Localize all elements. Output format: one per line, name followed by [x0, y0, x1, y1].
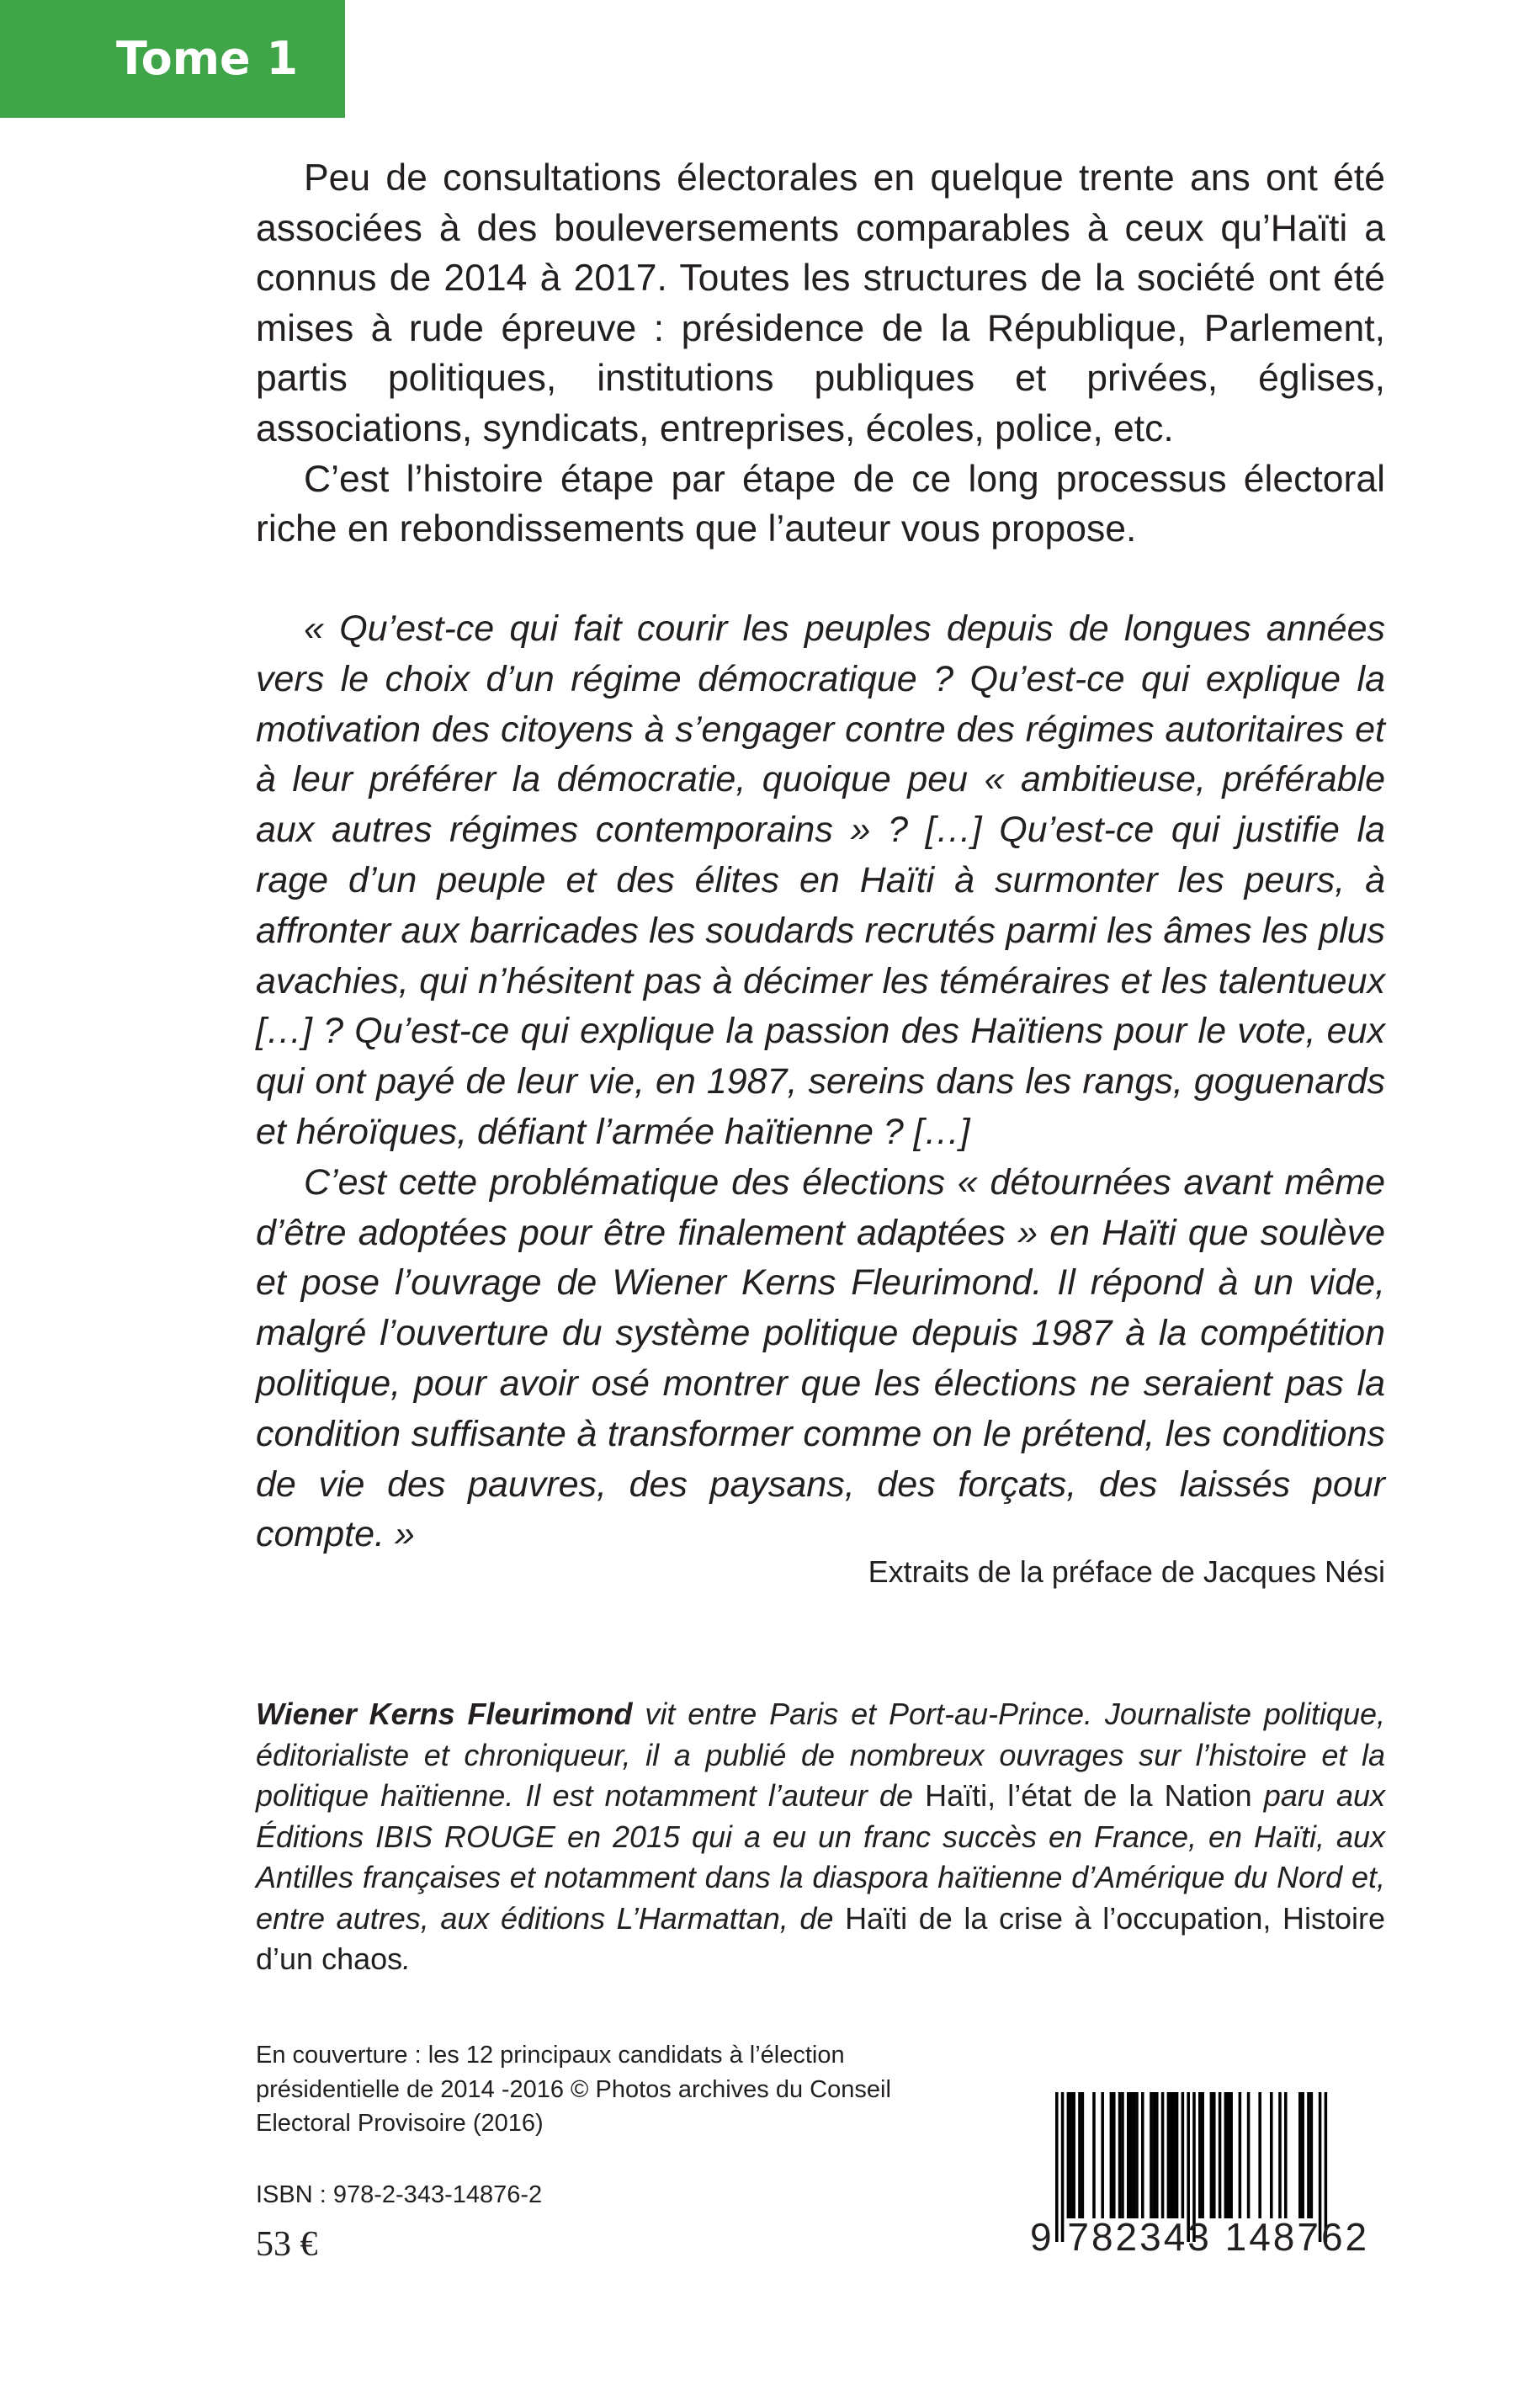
barcode-bar [1270, 2092, 1273, 2218]
barcode-bar [1213, 2092, 1216, 2218]
barcode-bar [1224, 2092, 1228, 2218]
barcode-bar [1121, 2092, 1124, 2218]
intro-paragraph: Peu de consultations électorales en quelque trente ans ont été associées à des bouleversements comparables à ceux qu’Haïti a connus de 2014 à 2017. Toutes les structures de la société ont été mises à rude épreuve : présidence de la République, Parlement, partis politiques, institutions publiques et privées, églises, associations, syndicats, entreprises, écoles, police, etc. [256, 157, 1385, 449]
barcode-bar [1239, 2092, 1242, 2218]
barcode-bar [1135, 2092, 1139, 2218]
barcode-bar [1153, 2092, 1156, 2218]
author-bio [256, 1694, 1385, 1980]
barcode-bar [1092, 2092, 1096, 2218]
barcode-bar [1301, 2092, 1304, 2218]
barcode-bar [1229, 2092, 1233, 2218]
barcode-digits: 9 782343 148762 [1030, 2215, 1370, 2259]
barcode-bar [1167, 2092, 1171, 2218]
preface-credit: Extraits de la préface de Jacques Nési [868, 1554, 1385, 1589]
barcode-bar [1227, 2092, 1230, 2218]
barcode-bar [1284, 2092, 1288, 2218]
barcode-bar [1078, 2092, 1081, 2218]
bio-text: vit entre Paris et Port-au-Prince. Journaliste politique, éditorialiste et chroniqueur, il a publié de nombreux ouvrages sur l’histoire et la politique haïtienne. Il est notamment l’auteur de [256, 1697, 1385, 1813]
barcode-bar [1210, 2092, 1213, 2218]
barcode-bar [1072, 2092, 1075, 2218]
cover-credit [256, 2038, 946, 2141]
barcode-bar [1298, 2092, 1302, 2218]
barcode-bar [1201, 2092, 1204, 2218]
cover-credit-line: Electoral Provisoire (2016) [256, 2110, 544, 2137]
barcode-bar [1129, 2092, 1133, 2218]
volume-tab: Tome 1 [0, 0, 345, 118]
bio-paragraph [256, 1694, 1385, 1980]
barcode-bar [1070, 2092, 1073, 2218]
isbn: ISBN : 978-2-343-14876-2 [256, 2181, 543, 2208]
author-name: Wiener Kerns Fleurimond [256, 1697, 633, 1731]
price: 53 € [256, 2225, 318, 2264]
barcode [1030, 2090, 1370, 2267]
book-title: Haïti de la crise à l’occupation, Histoire d’un chaos [256, 1900, 1385, 1976]
barcode-bar [1278, 2092, 1282, 2218]
barcode-bar [1310, 2092, 1314, 2218]
book-title: Haïti, l’état de la Nation [925, 1778, 1252, 1813]
barcode-bar [1258, 2092, 1261, 2218]
barcode-bar [1101, 2092, 1104, 2218]
barcode-bar [1127, 2092, 1130, 2218]
barcode-bar [1141, 2092, 1144, 2218]
intro-paragraph: C’est l’histoire étape par étape de ce long processus électoral riche en rebondissements que l’auteur vous propose. [256, 458, 1385, 550]
preface-quote [256, 604, 1385, 1560]
intro-text [256, 153, 1385, 555]
barcode-bar [1172, 2092, 1176, 2218]
barcode-bar [1161, 2092, 1165, 2218]
barcode-bar [1219, 2092, 1222, 2218]
barcode-bar [1155, 2092, 1159, 2218]
barcode-bar [1182, 2092, 1185, 2218]
barcode-bar [1067, 2092, 1070, 2218]
barcode-bar [1150, 2092, 1153, 2218]
quote-paragraph: « Qu’est-ce qui fait courir les peuples depuis de longues années vers le choix d’un régime démocratique ? Qu’est-ce qui explique la motivation des citoyens à s’engager contre des régimes autoritaires et à leur préférer la démocratie, quoique peu « ambitieuse, préférable aux autres régimes contemporains » ? […] Qu’est-ce qui justifie la rage d’un peuple et des élites en Haïti à surmonter les peurs, à affronter aux barricades les soudards recrutés parmi les âmes les plus avachies, qui n’hésitent pas à décimer les téméraires et les talentueux […] ? Qu’est-ce qui explique la passion des Haïtiens pour le vote, eux qui ont payé de leur vie, en 1987, sereins dans les rangs, goguenards et héroïques, défiant l’armée haïtienne ? […] [256, 608, 1385, 1152]
barcode-bar [1118, 2092, 1122, 2218]
cover-credit-line: présidentielle de 2014 -2016 © Photos archives du Conseil [256, 2075, 891, 2103]
barcode-bar [1113, 2092, 1116, 2218]
barcode-bar [1110, 2092, 1113, 2218]
bio-text: paru aux Éditions IBIS ROUGE en 2015 qui a eu un franc succès en France, en Haïti, aux Antilles françaises et notamment dans la diaspora haïtienne d’Amérique du Nord et, entre autres, aux éditions L’Harmattan, de [256, 1778, 1385, 1936]
barcode-bar [1170, 2092, 1173, 2218]
barcode-bar [1307, 2092, 1310, 2218]
barcode-bar [1176, 2092, 1179, 2218]
barcode-bar [1247, 2092, 1251, 2218]
barcode-bar [1081, 2092, 1085, 2218]
bio-text: . [402, 1941, 412, 1976]
cover-credit-line: En couverture : les 12 principaux candidats à l’élection [256, 2042, 845, 2069]
barcode-bar [1198, 2092, 1202, 2218]
barcode-bar [1133, 2092, 1136, 2218]
quote-paragraph: C’est cette problématique des élections « détournées avant même d’être adoptées pour être finalement adaptées » en Haïti que soulève et pose l’ouvrage de Wiener Kerns Fleurimond. Il répond à un vide, malgré l’ouverture du système politique depuis 1987 à la compétition politique, pour avoir osé montrer que les élections ne seraient pas la condition suffisante à transformer comme on le prétend, les conditions de vie des pauvres, des paysans, des forçats, des laissés pour compte. » [256, 1161, 1385, 1555]
